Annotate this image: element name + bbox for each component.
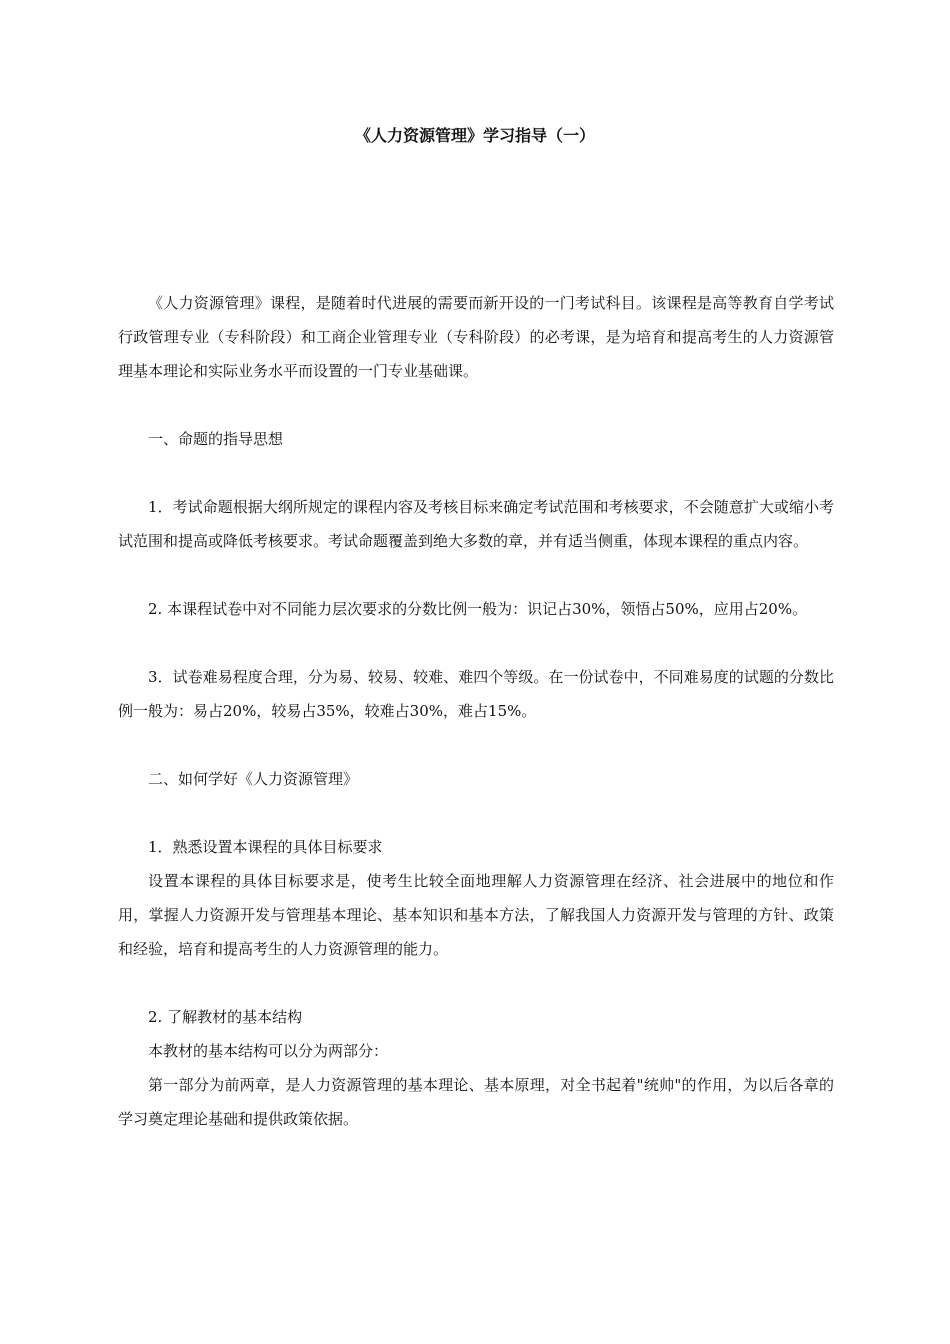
intro-paragraph: 《人力资源管理》课程，是随着时代进展的需要而新开设的一门考试科目。该课程是高等教育自学考试行政管理专业（专科阶段）和工商企业管理专业（专科阶段）的必考课，是为培育和提高考生的人力资源管理基本理论和实际业务水平而设置的一门专业基础课。 [118,294,834,380]
section1-heading: 一、命题的指导思想 [148,430,284,448]
section1-item-3: 3．试卷难易程度合理，分为易、较易、较难、难四个等级。在一份试卷中，不同难易度的试题的分数比例一般为：易占20%，较易占35%，较难占30%，难占15%。 [118,668,834,720]
section2-sub1-body: 设置本课程的具体目标要求是，使考生比较全面地理解人力资源管理在经济、社会进展中的地位和作用，掌握人力资源开发与管理基本理论、基本知识和基本方法，了解我国人力资源开发与管理的方针、政策和经验，培育和提高考生的人力资源管理的能力。 [118,872,834,958]
document-body [118,286,834,1136]
section1-item-1: 1．考试命题根据大纲所规定的课程内容及考核目标来确定考试范围和考核要求，不会随意扩大或缩小考试范围和提高或降低考核要求。考试命题覆盖到绝大多数的章，并有适当侧重，体现本课程的重点内容。 [118,498,834,550]
section2-sub2-heading: 2. 了解教材的基本结构 [148,1008,303,1026]
section2-sub2-line1: 本教材的基本结构可以分为两部分： [148,1042,389,1060]
section2-sub2-line2: 第一部分为前两章，是人力资源管理的基本理论、基本原理，对全书起着"统帅"的作用，为以后各章的学习奠定理论基础和提供政策依据。 [118,1076,834,1128]
section2-heading: 二、如何学好《人力资源管理》 [148,770,359,788]
section1-item-2: 2. 本课程试卷中对不同能力层次要求的分数比例一般为：识记占30%，领悟占50%，应用占20%。 [148,600,808,618]
document-title: 《人力资源管理》学习指导（一） [354,126,595,145]
section2-sub1-heading: 1．熟悉设置本课程的具体目标要求 [148,838,383,856]
